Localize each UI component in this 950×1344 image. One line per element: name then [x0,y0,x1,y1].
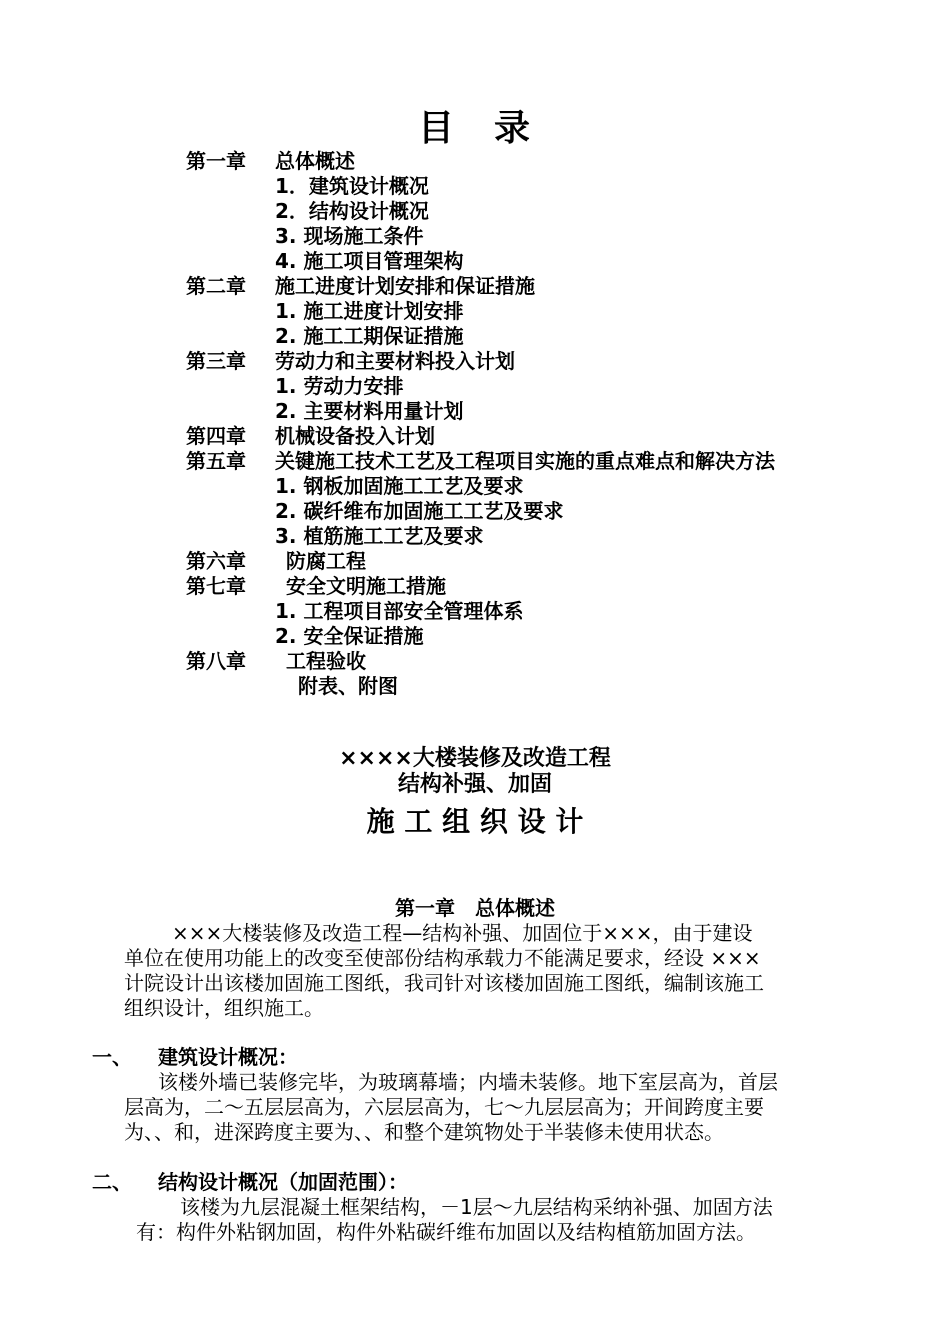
section-number: 一、 [92,1045,132,1069]
paragraph-line: 有：构件外粘钢加固，构件外粘碳纤维布加固以及结构植筋加固方法。 [136,1220,756,1244]
toc-chapter-title: 工程验收 [286,649,366,673]
section-number: 二、 [92,1170,132,1194]
section-heading [92,1045,298,1070]
section-title: 建筑设计概况： [158,1045,298,1069]
paragraph-line: 计院设计出该楼加固施工图纸，我司针对该楼加固施工图纸，编制该施工 [124,971,764,995]
toc-chapter-title: 劳动力和主要材料投入计划 [275,349,515,373]
toc-item: 1．建筑设计概况 [275,174,429,198]
paragraph-line: 该楼外墙已装修完毕，为玻璃幕墙；内墙未装修。地下室层高为，首层 [158,1070,778,1094]
paragraph-line: 为、、和，进深跨度主要为、、和整个建筑物处于半装修未使用状态。 [124,1120,724,1144]
chapter1-heading: 第一章 总体概述 [395,896,555,920]
paragraph-line: ×××大楼装修及改造工程—结构补强、加固位于×××，由于建设 [172,921,753,945]
toc-chapter-number: 第一章 [186,149,246,173]
toc-item: 3. 植筋施工工艺及要求 [275,524,484,548]
paragraph-line: 单位在使用功能上的改变至使部份结构承载力不能满足要求，经设 ××× [124,946,761,970]
toc-chapter-title: 总体概述 [275,149,355,173]
toc-item: 1. 工程项目部安全管理体系 [275,599,524,623]
toc-chapter-3 [186,349,515,374]
toc-chapter-6 [186,549,366,574]
toc-item: 2. 碳纤维布加固施工工艺及要求 [275,499,564,523]
toc-chapter-5 [186,449,775,474]
toc-item: 2. 主要材料用量计划 [275,399,464,423]
toc-item: 附表、附图 [298,674,398,698]
toc-item: 1. 劳动力安排 [275,374,404,398]
toc-chapter-number: 第二章 [186,274,246,298]
paragraph-line: 组织设计，组织施工。 [124,996,324,1020]
toc-item: 3. 现场施工条件 [275,224,424,248]
doc-title-line3: 施 工 组 织 设 计 [366,805,584,838]
toc-chapter-number: 第七章 [186,574,246,598]
toc-chapter-number: 第四章 [186,424,246,448]
toc-chapter-title: 安全文明施工措施 [286,574,446,598]
section-heading [92,1170,408,1195]
toc-item: 1. 钢板加固施工工艺及要求 [275,474,524,498]
doc-title-line2: 结构补强、加固 [397,772,552,797]
toc-item: 2. 安全保证措施 [275,624,424,648]
toc-chapter-2 [186,274,535,299]
toc-chapter-number: 第六章 [186,549,246,573]
toc-chapter-title: 关键施工技术工艺及工程项目实施的重点难点和解决方法 [275,449,775,473]
toc-chapter-title: 机械设备投入计划 [275,424,435,448]
doc-title-line1: ××××大楼装修及改造工程 [339,746,611,771]
toc-chapter-8 [186,649,366,674]
toc-chapter-number: 第三章 [186,349,246,373]
toc-chapter-4 [186,424,435,449]
toc-chapter-number: 第五章 [186,449,246,473]
toc-item: 1. 施工进度计划安排 [275,299,464,323]
toc-item: 2．结构设计概况 [275,199,429,223]
toc-chapter-1 [186,149,355,174]
toc-item: 2. 施工工期保证措施 [275,324,464,348]
toc-chapter-title: 防腐工程 [286,549,366,573]
toc-chapter-number: 第八章 [186,649,246,673]
paragraph-line: 该楼为九层混凝土框架结构，－1层～九层结构采纳补强、加固方法 [180,1195,773,1219]
section-title: 结构设计概况（加固范围）： [158,1170,408,1194]
paragraph-line: 层高为，二～五层层高为，六层层高为，七～九层层高为；开间跨度主要 [124,1095,764,1119]
toc-title: 目 录 [417,108,532,149]
toc-chapter-title: 施工进度计划安排和保证措施 [275,274,535,298]
toc-chapter-7 [186,574,446,599]
toc-item: 4. 施工项目管理架构 [275,249,464,273]
